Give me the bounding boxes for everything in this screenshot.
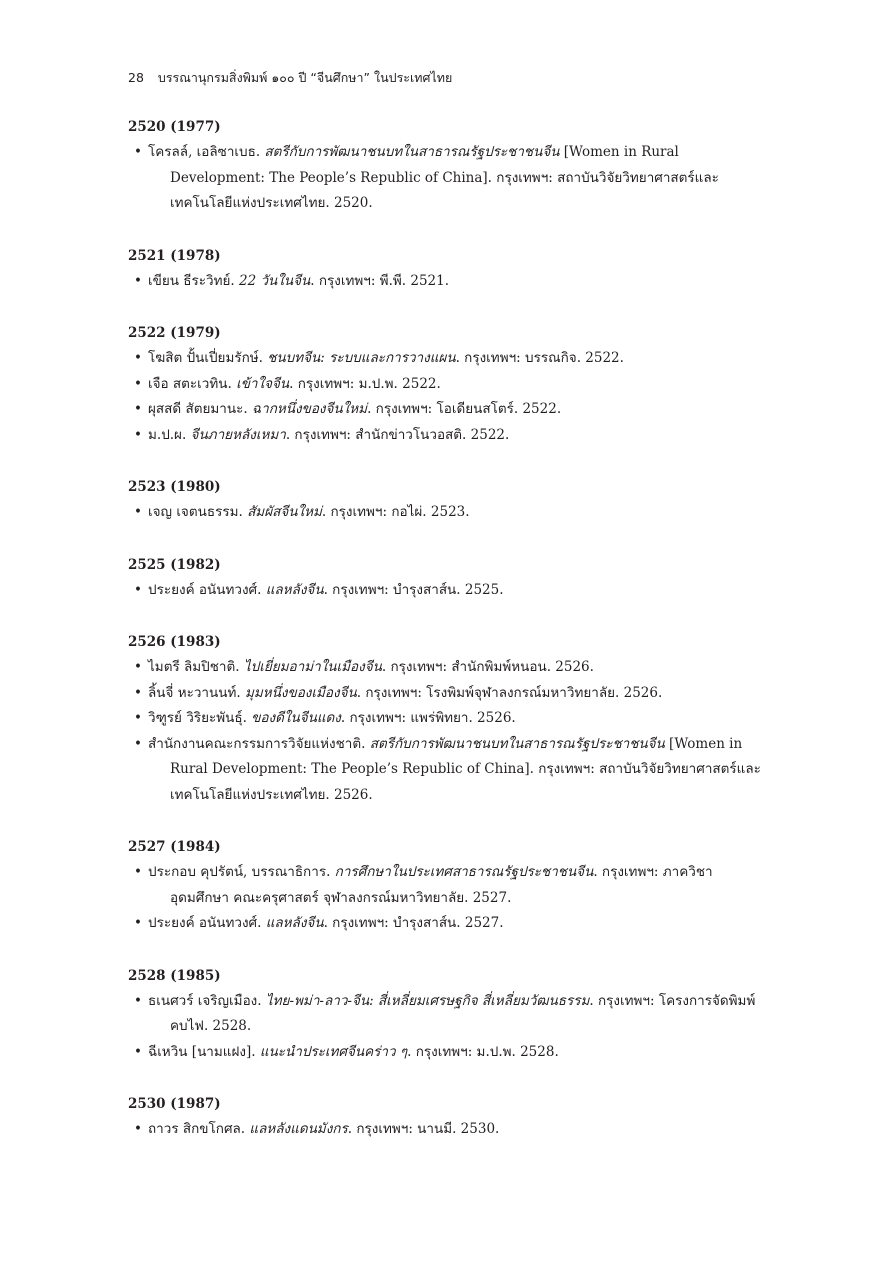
entry-author: โฆสิต ปั้นเปี่ยมรักษ์. bbox=[148, 350, 268, 366]
entry-author: ถาวร สิกขโกศล. bbox=[148, 1121, 250, 1137]
entry-publication: . กรุงเทพฯ: ม.ป.พ. 2528. bbox=[407, 1043, 559, 1060]
entry-author: เจญ เจตนธรรม. bbox=[148, 504, 248, 520]
bibliography-entry bbox=[128, 372, 768, 398]
entry-title: สตรีกับการพัฒนาชนบทในสาธารณรัฐประชาชนจีน bbox=[264, 144, 560, 160]
entry-author: ประยงค์ อนันทวงศ์. bbox=[148, 915, 266, 931]
entry-list bbox=[128, 860, 768, 937]
entry-list bbox=[128, 578, 768, 604]
entry-title: แนะนำประเทศจีนคร่าว ๆ bbox=[259, 1043, 408, 1060]
entry-title: ไปเยี่ยมอาม่าในเมืองจีน bbox=[243, 659, 382, 675]
entry-author: สำนักงานคณะกรรมการวิจัยแห่งชาติ. bbox=[148, 735, 370, 752]
entry-author: ลิ้นจี่ หะวานนท์. bbox=[148, 684, 245, 701]
entry-title: การศึกษาในประเทศสาธารณรัฐประชาชนจีน bbox=[334, 864, 594, 880]
year-section bbox=[128, 320, 768, 448]
entry-list bbox=[128, 989, 768, 1066]
entry-title: เข้าใจจีน bbox=[236, 375, 290, 392]
entry-publication: . กรุงเทพฯ: ม.ป.พ. 2522. bbox=[289, 375, 441, 392]
entry-publication: . กรุงเทพฯ: ภาควิชาอุดมศึกษา คณะครุศาสตร์ จุฬาลงกรณ์มหาวิทยาลัย. 2527. bbox=[170, 864, 713, 906]
entry-publication: . กรุงเทพฯ: บำรุงสาส์น. 2525. bbox=[323, 581, 504, 598]
entry-title: มุมหนึ่งของเมืองจีน bbox=[244, 684, 357, 701]
bibliography-entry bbox=[128, 397, 768, 423]
entry-author: ฉีเหวิน [นามแฝง]. bbox=[148, 1043, 260, 1060]
year-heading: 2530 (1987) bbox=[128, 1096, 221, 1112]
entry-title: ไทย-พม่า-ลาว-จีน: สี่เหลี่ยมเศรษฐกิจ สี่เหลี่ยมวัฒนธรรม bbox=[265, 992, 590, 1009]
year-section bbox=[128, 243, 768, 295]
year-heading: 2528 (1985) bbox=[128, 967, 221, 984]
bibliography-entry bbox=[128, 346, 768, 372]
bibliography-entry bbox=[128, 860, 768, 911]
bibliography-entry bbox=[128, 423, 768, 449]
entry-title: จีนภายหลังเหมา bbox=[190, 426, 286, 443]
bibliography-entry bbox=[128, 1117, 768, 1143]
entry-publication: . กรุงเทพฯ: สำนักพิมพ์หนอน. 2526. bbox=[381, 659, 594, 675]
bibliography-entry bbox=[128, 1040, 768, 1066]
year-section bbox=[128, 834, 768, 937]
year-heading: 2522 (1979) bbox=[128, 325, 221, 341]
entry-publication: [Women in Rural Development: The People’s Republic of China]. กรุงเทพฯ: สถาบันวิจัยวิทยาศาสตร์และเทคโนโลยีแห่งประเทศไทย. 2520. bbox=[170, 144, 719, 211]
entry-list bbox=[128, 500, 768, 526]
entry-list bbox=[128, 346, 768, 448]
year-heading: 2525 (1982) bbox=[128, 556, 221, 573]
entry-publication: . กรุงเทพฯ: โรงพิมพ์จุฬาลงกรณ์มหาวิทยาลัย. 2526. bbox=[356, 684, 663, 701]
entry-title: แลหลังจีน bbox=[265, 581, 324, 598]
entry-title: สัมผัสจีนใหม่ bbox=[247, 504, 322, 520]
entry-author: ธเนศวร์ เจริญเมือง. bbox=[148, 992, 266, 1009]
entry-title: 22 วันในจีน bbox=[239, 272, 311, 289]
entry-publication: . กรุงเทพฯ: บำรุงสาส์น. 2527. bbox=[323, 915, 504, 931]
bibliography-entry bbox=[128, 500, 768, 526]
entry-author: วิฑูรย์ วิริยะพันธุ์. bbox=[148, 710, 252, 726]
year-section bbox=[128, 1091, 768, 1143]
year-section bbox=[128, 629, 768, 808]
entry-title: ชนบทจีน: ระบบและการวางแผน bbox=[267, 350, 456, 366]
entry-publication: . กรุงเทพฯ: นานมี. 2530. bbox=[347, 1121, 500, 1137]
bibliography-entry bbox=[128, 989, 768, 1040]
year-heading: 2526 (1983) bbox=[128, 634, 221, 650]
entry-author: โครลล์, เอลิซาเบธ. bbox=[148, 144, 265, 160]
entry-author: ไมตรี ลิมปิชาติ. bbox=[148, 659, 244, 675]
entry-publication: . กรุงเทพฯ: โครงการจัดพิมพ์คบไฟ. 2528. bbox=[170, 992, 756, 1034]
entry-list bbox=[128, 1117, 768, 1143]
entry-title: แลหลังแดนมังกร bbox=[249, 1121, 348, 1137]
bibliography-entry bbox=[128, 578, 768, 604]
entry-list bbox=[128, 269, 768, 295]
year-heading: 2527 (1984) bbox=[128, 839, 221, 855]
year-section bbox=[128, 552, 768, 604]
entry-publication: . กรุงเทพฯ: โอเดียนสโตร์. 2522. bbox=[367, 401, 562, 417]
entry-author: ประยงค์ อนันทวงศ์. bbox=[148, 581, 266, 598]
entry-author: เจือ สตะเวทิน. bbox=[148, 375, 237, 392]
entry-title: แลหลังจีน bbox=[265, 915, 324, 931]
page-number: 28 bbox=[128, 70, 144, 85]
entry-publication: . กรุงเทพฯ: กอไผ่. 2523. bbox=[321, 504, 470, 520]
running-header bbox=[128, 68, 452, 88]
entry-list bbox=[128, 140, 768, 217]
entry-title: ของดีในจีนแดง bbox=[251, 710, 341, 726]
year-heading: 2521 (1978) bbox=[128, 247, 221, 264]
running-title: บรรณานุกรมสิ่งพิมพ์ ๑๐๐ ปี “จีนศึกษา” ในประเทศไทย bbox=[157, 70, 453, 85]
bibliography-entry bbox=[128, 655, 768, 681]
year-heading: 2523 (1980) bbox=[128, 479, 221, 495]
entry-author: ประกอบ คุปรัตน์, บรรณาธิการ. bbox=[148, 864, 335, 880]
entry-publication: . กรุงเทพฯ: พี.พี. 2521. bbox=[310, 272, 450, 289]
entry-author: ม.ป.ผ. bbox=[148, 426, 191, 443]
bibliography-entry bbox=[128, 732, 768, 809]
entry-publication: . กรุงเทพฯ: แพร่พิทยา. 2526. bbox=[340, 710, 516, 726]
bibliography-list bbox=[128, 114, 768, 1169]
entry-publication: . กรุงเทพฯ: บรรณกิจ. 2522. bbox=[455, 350, 624, 366]
bibliography-entry bbox=[128, 140, 768, 217]
entry-publication: . กรุงเทพฯ: สำนักข่าวโนวอสติ. 2522. bbox=[285, 426, 510, 443]
entry-title: สตรีกับการพัฒนาชนบทในสาธารณรัฐประชาชนจีน bbox=[369, 735, 665, 752]
year-heading: 2520 (1977) bbox=[128, 119, 221, 135]
entry-title: ฉากหนึ่งของจีนใหม่ bbox=[251, 401, 368, 417]
bibliography-entry bbox=[128, 911, 768, 937]
bibliography-entry bbox=[128, 706, 768, 732]
bibliography-entry bbox=[128, 681, 768, 707]
entry-author: ผุสสดี สัตยมานะ. bbox=[148, 401, 252, 417]
entry-list bbox=[128, 655, 768, 808]
bibliography-entry bbox=[128, 269, 768, 295]
year-section bbox=[128, 474, 768, 526]
entry-author: เขียน ธีระวิทย์. bbox=[148, 272, 239, 289]
entry-publication: [Women in Rural Development: The People’s Republic of China]. กรุงเทพฯ: สถาบันวิจัยวิทยาศาสตร์และเทคโนโลยีแห่งประเทศไทย. 2526. bbox=[170, 735, 761, 803]
year-section bbox=[128, 963, 768, 1066]
year-section bbox=[128, 114, 768, 217]
